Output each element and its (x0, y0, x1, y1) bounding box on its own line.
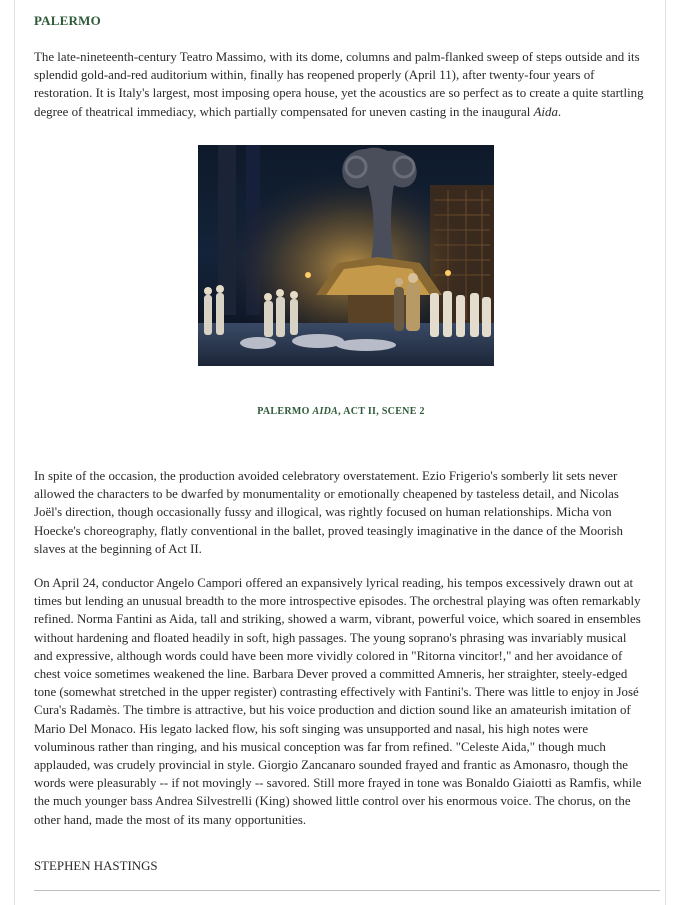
stage-scene-image (198, 145, 494, 366)
paragraph-intro-text: The late-nineteenth-century Teatro Massimo, with its dome, columns and palm-flanked sweep of steps outside and its splendid gold-and-red auditorium within, finally has reopened properly (April 11), after twenty-four years of restoration. It is Italy's largest, most imposing opera house, yet the acoustics are so perfect as to create a quite startling degree of theatrical immediacy, which partially compensated for uneven casting in the inaugural (34, 50, 644, 119)
paragraph-performance: On April 24, conductor Angelo Campori offered an expansively lyrical reading, his tempos excessively drawn out at times but lending an unusual breadth to the more introspective episodes. The orchestral playing was often remarkably refined. Norma Fantini as Aida, tall and striking, showed a warm, vibrant, powerful voice, which soared in ensembles without hardening and floated headily in soft, high passages. The young soprano's phrasing was invariably musical and expressive, although words could have been more vividly colored in "Ritorna vincitor!," and her avoidance of chest voice sometimes weakened the line. Barbara Dever proved a committed Amneris, her straighter, steely-edged tone (somewhat stretched in the upper register) contrasting effectively with Fantini's. There was little to enjoy in José Cura's Radamès. The timbre is attractive, but his voice production and diction sound like an amateurish imitation of Mario Del Monaco. His legato lacked flow, his soft singing was unsupported and nasal, his high notes were voluminous rather than ringing, and his musical conception was far from refined. "Celeste Aida," though much applauded, was crudely provincial in style. Giorgio Zancanaro sounded frayed and frantic as Amonasro, though the words were pleasurably -- if not movingly -- savored. Still more frayed in tone was Bonaldo Giaiotti as Ramfis, while the much younger bass Andrea Silvestrelli (King) showed little control over his enormous voice. The chorus, on the other hand, made the most of its many opportunities. (34, 576, 642, 827)
paragraph-intro-end: . (557, 104, 562, 119)
opera-title-italic: Aida (533, 104, 558, 119)
caption-opera-title: AIDA (312, 406, 339, 417)
divider-rule (34, 890, 660, 891)
caption-text-start: PALERMO (257, 406, 313, 417)
section-title: PALERMO (34, 13, 101, 28)
author-byline: STEPHEN HASTINGS (34, 859, 158, 873)
production-photo (198, 145, 494, 366)
paragraph-intro (34, 48, 646, 121)
photo-caption (15, 406, 667, 417)
paragraph-production: In spite of the occasion, the production avoided celebratory overstatement. Ezio Frigerio's somberly lit sets never allowed the characters to be dwarfed by monumentality or emotionally cheapened by tasteless detail, and Nicolas Joël's direction, though occasionally fussy and illogical, was rightly focused on human relationships. Micha von Hoecke's choreography, flatly conventional in the ballet, proved teasingly imaginative in the dance of the Moorish slaves at the beginning of Act II. (34, 469, 623, 556)
caption-text-end: , ACT II, SCENE 2 (338, 406, 425, 417)
article-page (14, 0, 666, 905)
